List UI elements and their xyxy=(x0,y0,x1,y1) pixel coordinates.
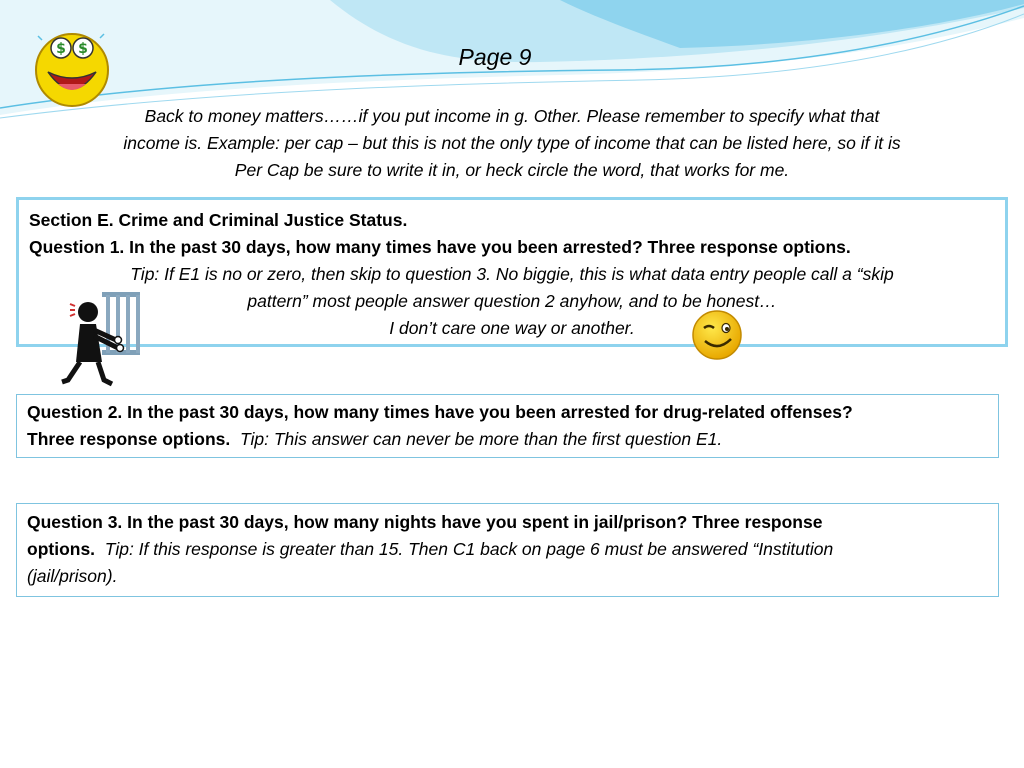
money-smiley-icon xyxy=(28,26,116,110)
section-heading: Section E. Crime and Criminal Justice Status. xyxy=(29,210,408,230)
intro-text xyxy=(20,103,1004,184)
smiley-left-eye-symbol: $ xyxy=(56,41,66,57)
tip-text: Tip: This answer can never be more than the first question E1. xyxy=(239,429,723,449)
winking-smiley-icon xyxy=(690,308,744,362)
tip-line: I don’t care one way or another. xyxy=(389,318,635,338)
question-3-line xyxy=(27,536,988,563)
section-e-question-1-box xyxy=(16,197,1008,347)
question-3-box xyxy=(16,503,999,597)
tip-line: pattern” most people answer question 2 anyhow, and to be honest… xyxy=(247,291,777,311)
response-options-label: options. xyxy=(27,539,96,559)
tip-text: Tip: If this response is greater than 15. Then C1 back on page 6 must be answered “Institution xyxy=(104,539,834,559)
response-options-label: Three response options. xyxy=(27,429,231,449)
intro-line: Per Cap be sure to write it in, or heck circle the word, that works for me. xyxy=(234,160,790,180)
page-title: Page 9 xyxy=(458,44,532,70)
question-2-box xyxy=(16,394,999,458)
tip-line: Tip: If E1 is no or zero, then skip to question 3. No biggie, this is what data entry people call a “skip xyxy=(130,264,894,284)
question-2-line xyxy=(27,426,988,453)
intro-line: Back to money matters……if you put income in g. Other. Please remember to specify what that xyxy=(144,106,880,126)
tip-text: (jail/prison). xyxy=(27,566,118,586)
question-1-text: Question 1. In the past 30 days, how many times have you been arrested? Three response options. xyxy=(29,237,851,257)
smiley-right-eye-symbol: $ xyxy=(78,41,88,57)
prisoner-behind-bars-icon xyxy=(58,290,148,390)
question-3-text: Question 3. In the past 30 days, how many nights have you spent in jail/prison? Three response xyxy=(27,512,823,532)
intro-line: income is. Example: per cap – but this is not the only type of income that can be listed here, so if it is xyxy=(123,133,901,153)
question-2-text: Question 2. In the past 30 days, how many times have you been arrested for drug-related offenses? xyxy=(27,402,853,422)
